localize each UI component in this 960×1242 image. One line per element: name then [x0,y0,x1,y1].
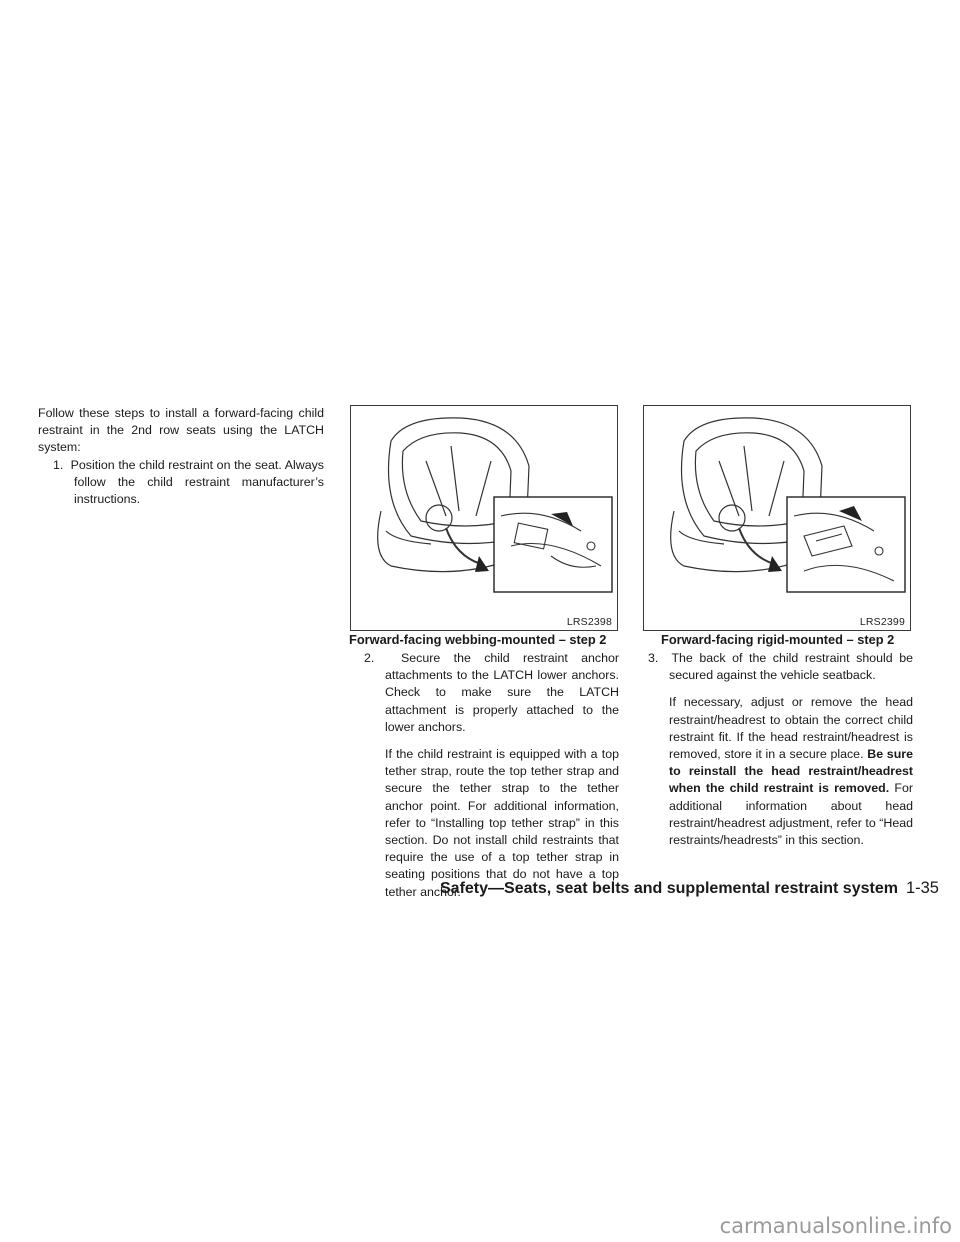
step-3 [641,650,913,684]
figure-caption: Forward-facing webbing-mounted – step 2 [349,632,607,647]
figure-code: LRS2398 [566,616,612,628]
step-3-paragraph [641,694,913,849]
intro-column [38,405,324,508]
step-2-column [349,650,619,901]
child-seat-illustration [644,406,910,630]
section-title: Safety—Seats, seat belts and supplemental restraint system [440,880,898,897]
step-1-text: Position the child restraint on the seat. Always follow the child restraint manufacturer’s instructions. [70,457,324,507]
child-seat-illustration [351,406,617,630]
step-2-text: Secure the child restraint anchor attachments to the LATCH lower anchors. Check to make sure the LATCH attachment is properly attached to the lower anchors. [385,651,619,734]
figure-code: LRS2399 [859,616,905,628]
page-number: 1-35 [905,879,939,897]
step-2 [349,650,619,736]
step-3-warning: Be sure to reinstall the head restraint/headrest when the child restraint is removed. [669,747,913,796]
figure-webbing-mounted [350,405,618,631]
step-3-paragraph-end: For additional information about head restraint/headrest adjustment, refer to “Head restraints/headrests” in this section. [669,781,913,848]
step-3-number: 3. [648,651,659,665]
step-3-paragraph-start: If necessary, adjust or remove the head restraint/headrest to obtain the correct child restraint fit. If the head restraint/headrest is removed, store it in a secure place. [669,695,913,762]
page-footer [440,879,939,898]
intro-paragraph: Follow these steps to install a forward-facing child restraint in the 2nd row seats using the LATCH system: [38,406,324,455]
watermark: carmanualsonline.info [719,1214,952,1238]
figure-caption: Forward-facing rigid-mounted – step 2 [661,632,895,647]
step-1 [38,457,324,509]
step-2-paragraph: If the child restraint is equipped with a top tether strap, route the top tether strap and secure the tether strap to the tether anchor point. For additional information, refer to “Installing top tether strap” in this section. Do not install child restraints that require the use of a top tether strap in seating positions that do not have a top tether anchor. [385,747,619,899]
step-2-number: 2. [364,651,375,665]
figure-rigid-mounted [643,405,911,631]
step-3-text: The back of the child restraint should be secured against the vehicle seatback. [669,651,913,683]
step-1-number: 1. [53,457,64,472]
step-3-column [641,650,913,849]
